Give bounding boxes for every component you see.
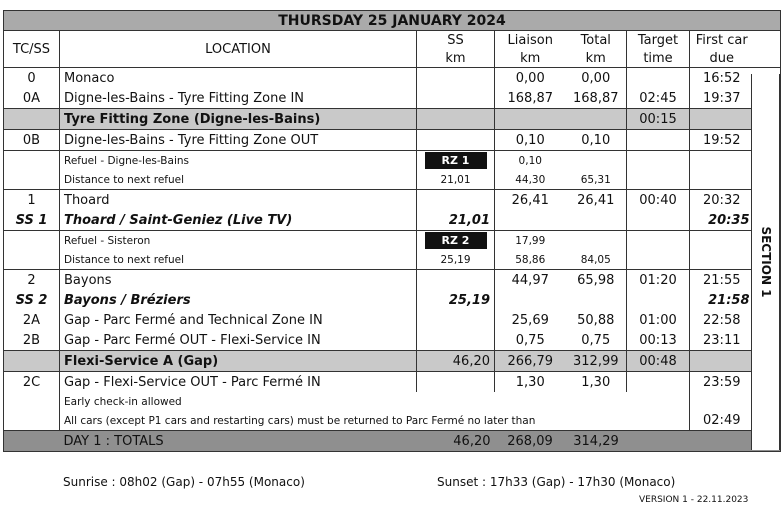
table-row: 2 Bayons 44,97 65,98 01:20 21:55 bbox=[4, 270, 781, 291]
table-row-note: All cars (except P1 cars and restarting cars) must be returned to Parc Fermé no later than 02:49 bbox=[4, 411, 781, 431]
page-title: THURSDAY 25 JANUARY 2024 bbox=[4, 11, 781, 31]
header-liaison-unit: km bbox=[495, 50, 566, 68]
table-row-distance: Distance to next refuel 21,01 44,30 65,31 bbox=[4, 170, 781, 190]
header-liaison: Liaison bbox=[495, 31, 566, 50]
header-tcss: TC/SS bbox=[4, 31, 60, 68]
header-target: Target bbox=[627, 31, 690, 50]
totals-liaison: 268,09 bbox=[495, 431, 566, 452]
header-ss: SS bbox=[417, 31, 495, 50]
table-row: 0A Digne-les-Bains - Tyre Fitting Zone IN 168,87 168,87 02:45 19:37 bbox=[4, 88, 781, 109]
table-row-flexi-service: Flexi-Service A (Gap) 46,20 266,79 312,99 00:48 bbox=[4, 351, 781, 372]
version-text: VERSION 1 - 22.11.2023 bbox=[639, 495, 749, 505]
table-row-tyre-zone: Tyre Fitting Zone (Digne-les-Bains) 00:15 bbox=[4, 109, 781, 130]
itinerary-sheet bbox=[3, 10, 780, 452]
sunset-text: Sunset : 17h33 (Gap) - 17h30 (Monaco) bbox=[437, 475, 676, 489]
header-first-car: First car bbox=[690, 31, 754, 50]
header-total: Total bbox=[580, 32, 611, 48]
totals-row bbox=[4, 431, 781, 452]
itinerary-table bbox=[3, 10, 781, 452]
header-row bbox=[4, 31, 781, 50]
refuel-zone-badge: RZ 2 bbox=[425, 232, 487, 249]
table-row-distance: Distance to next refuel 25,19 58,86 84,05 bbox=[4, 250, 781, 270]
refuel-zone-badge: RZ 1 bbox=[425, 152, 487, 169]
header-location: LOCATION bbox=[60, 31, 417, 68]
table-row: 2A Gap - Parc Fermé and Technical Zone IN 25,69 50,88 01:00 22:58 bbox=[4, 310, 781, 330]
header-first-car-unit: due bbox=[690, 50, 754, 68]
totals-ss: 46,20 bbox=[417, 431, 495, 452]
table-row: 0 Monaco 0,00 0,00 16:52 bbox=[4, 68, 781, 89]
section-label: SECTION 1 bbox=[758, 226, 773, 298]
table-row-special-stage: SS 1 Thoard / Saint-Geniez (Live TV) 21,01 20:35 bbox=[4, 210, 781, 231]
section-label-column bbox=[751, 74, 780, 450]
header-total-unit: km bbox=[566, 50, 627, 68]
table-row-refuel: Refuel - Sisteron RZ 2 17,99 bbox=[4, 231, 781, 251]
table-row: 1 Thoard 26,41 26,41 00:40 20:32 bbox=[4, 190, 781, 211]
totals-total: 314,29 bbox=[566, 431, 627, 452]
table-row: 2C Gap - Flexi-Service OUT - Parc Fermé IN 1,30 1,30 23:59 bbox=[4, 372, 781, 393]
header-target-unit: time bbox=[627, 50, 690, 68]
table-row: 2B Gap - Parc Fermé OUT - Flexi-Service IN 0,75 0,75 00:13 23:11 bbox=[4, 330, 781, 351]
table-row-note: Early check-in allowed bbox=[4, 392, 781, 411]
table-row: 0B Digne-les-Bains - Tyre Fitting Zone OUT 0,10 0,10 19:52 bbox=[4, 130, 781, 151]
totals-label: DAY 1 : TOTALS bbox=[60, 431, 417, 452]
table-row-special-stage: SS 2 Bayons / Bréziers 25,19 21:58 bbox=[4, 290, 781, 310]
header-ss-unit: km bbox=[417, 50, 495, 68]
title-row bbox=[4, 11, 781, 31]
table-row-refuel: Refuel - Digne-les-Bains RZ 1 0,10 bbox=[4, 151, 781, 171]
sunrise-text: Sunrise : 08h02 (Gap) - 07h55 (Monaco) bbox=[63, 475, 305, 489]
